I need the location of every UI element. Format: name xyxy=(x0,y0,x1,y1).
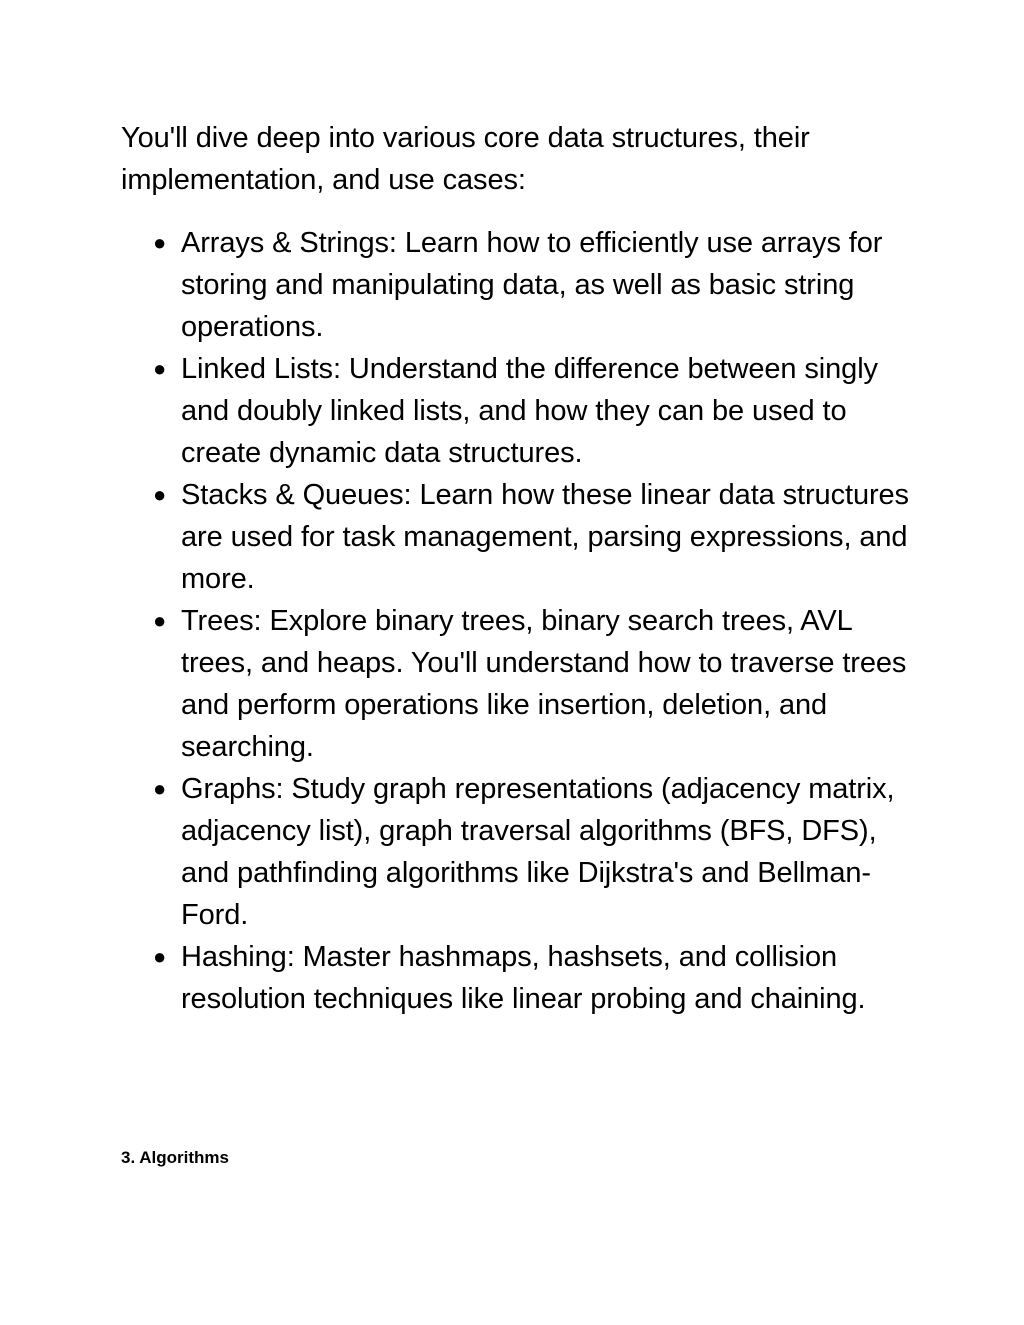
list-item-text: Arrays & Strings: Learn how to efficiently use arrays for storing and manipulating data, as well as basic string operations. xyxy=(181,227,883,343)
list-item xyxy=(121,936,921,1020)
bullet-icon: ● xyxy=(153,608,167,633)
list-item xyxy=(121,474,921,600)
list-item xyxy=(121,222,921,348)
list-item-text: Hashing: Master hashmaps, hashsets, and collision resolution techniques like linear probing and chaining. xyxy=(181,941,866,1015)
list-item-text: Stacks & Queues: Learn how these linear data structures are used for task management, parsing expressions, and more. xyxy=(181,479,909,595)
list-item-text: Graphs: Study graph representations (adjacency matrix, adjacency list), graph traversal algorithms (BFS, DFS), and pathfinding algorithms like Dijkstra's and Bellman-Ford. xyxy=(181,773,895,931)
list-item xyxy=(121,348,921,474)
list-item-text: Linked Lists: Understand the difference between singly and doubly linked lists, and how they can be used to create dynamic data structures. xyxy=(181,353,878,469)
bullet-icon: ● xyxy=(153,356,167,381)
intro-paragraph: You'll dive deep into various core data structures, their implementation, and use cases: xyxy=(121,122,810,196)
section-heading: 3. Algorithms xyxy=(121,1148,229,1167)
list-item-text: Trees: Explore binary trees, binary search trees, AVL trees, and heaps. You'll understand how to traverse trees and perform operations like insertion, deletion, and searching. xyxy=(181,605,907,763)
bullet-icon: ● xyxy=(153,944,167,969)
list-item xyxy=(121,768,921,936)
data-structures-list xyxy=(121,222,921,1020)
bullet-icon: ● xyxy=(153,230,167,255)
bullet-icon: ● xyxy=(153,776,167,801)
bullet-icon: ● xyxy=(153,482,167,507)
list-item xyxy=(121,600,921,768)
